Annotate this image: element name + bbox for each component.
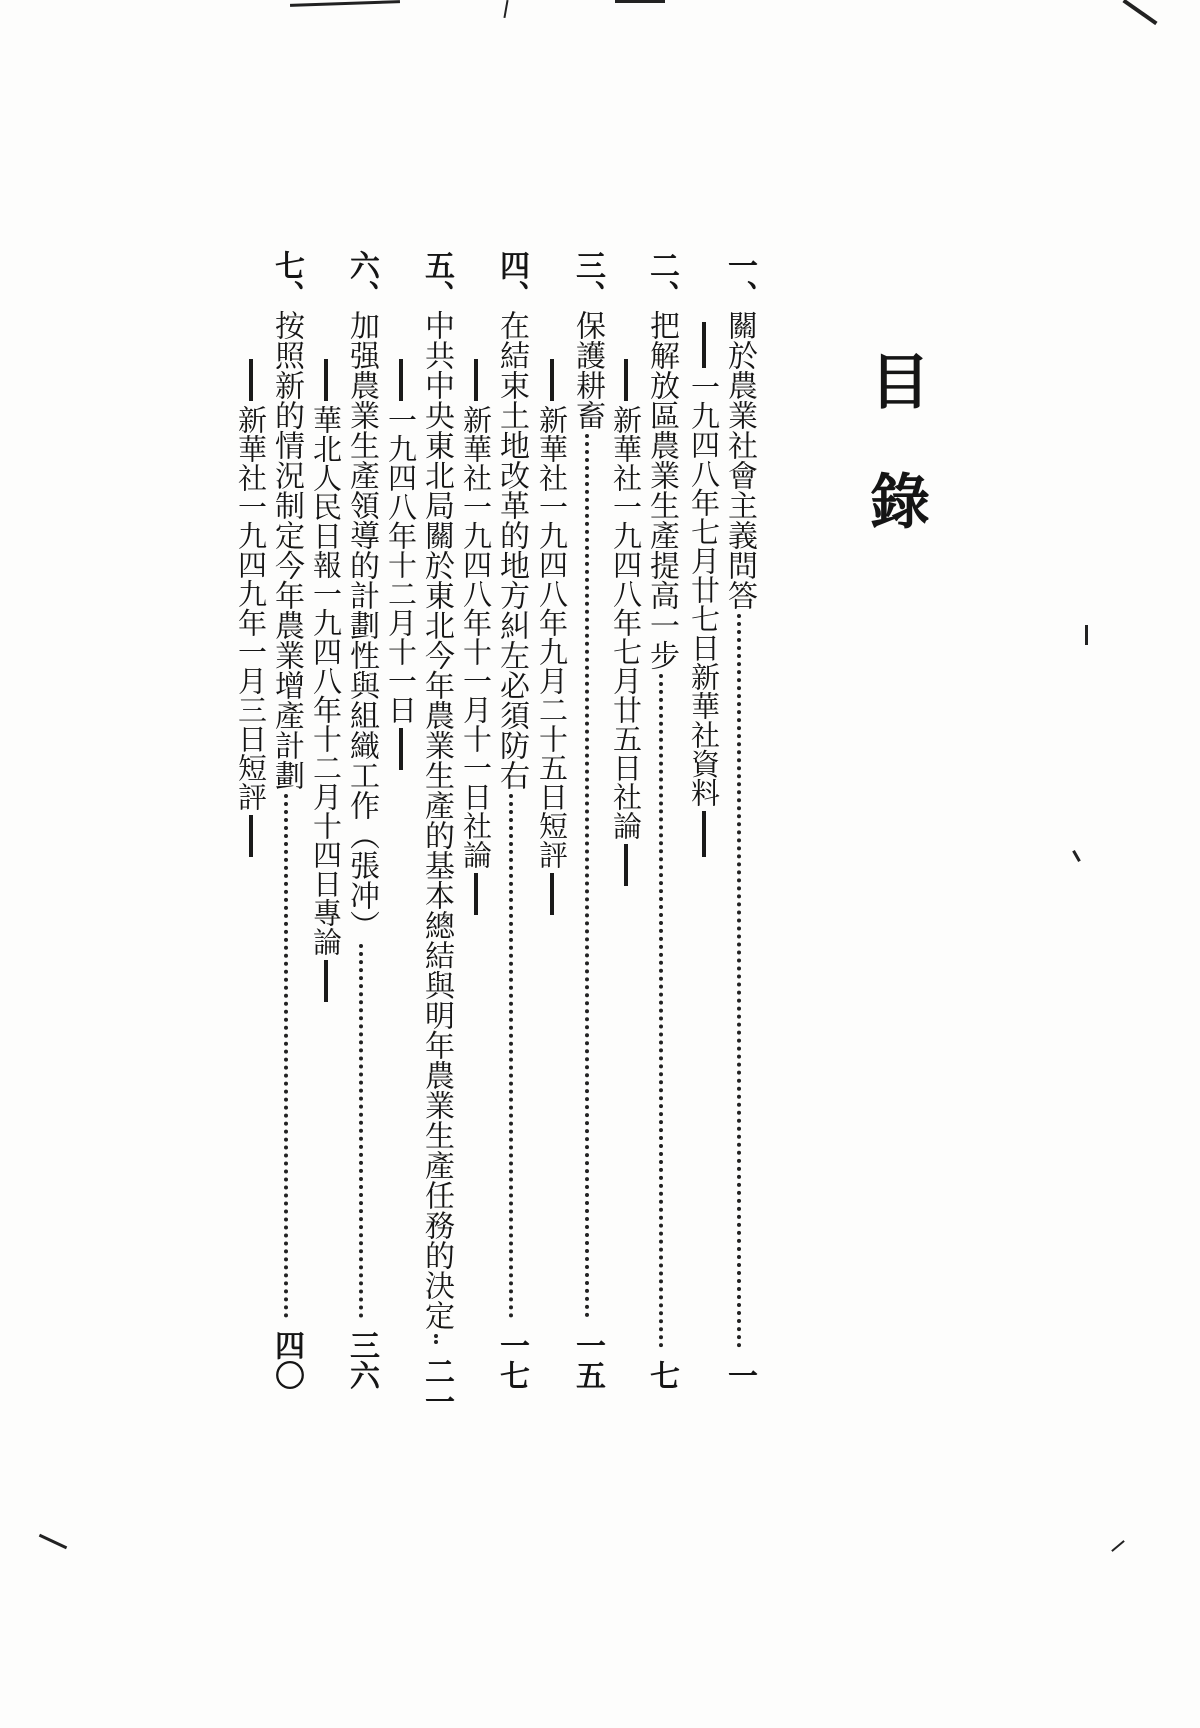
entry-source-7 xyxy=(230,355,272,861)
em-dash-close xyxy=(624,844,628,886)
entry-title: 在結束土地改革的地方糾左必須防右 xyxy=(494,310,529,790)
em-dash-open xyxy=(474,359,478,401)
dot-leader xyxy=(434,1334,438,1344)
scan-edge-mark xyxy=(290,0,400,7)
entry-number: 一、 xyxy=(722,250,757,310)
entry-source: 新華社一九四八年七月廿五日社論 xyxy=(609,405,643,840)
dot-leader xyxy=(509,794,513,1318)
em-dash-open xyxy=(702,322,706,368)
scan-edge-mark xyxy=(1122,0,1157,25)
em-dash-close xyxy=(324,960,328,1002)
entry-number: 四、 xyxy=(494,250,529,310)
entry-number: 六、 xyxy=(344,250,379,310)
em-dash-close xyxy=(702,811,706,857)
dot-leader xyxy=(659,674,663,1348)
entry-page-number: 三六 xyxy=(344,1330,379,1390)
entry-page-number: 四〇 xyxy=(269,1330,304,1390)
dot-leader xyxy=(284,794,288,1318)
em-dash-close xyxy=(550,873,554,915)
entry-source-4 xyxy=(455,355,497,919)
entry-page-number: 一七 xyxy=(494,1330,529,1390)
scan-edge-mark xyxy=(1085,625,1088,645)
em-dash-open xyxy=(249,359,253,401)
scan-edge-mark xyxy=(503,0,508,18)
entry-page-number: 一五 xyxy=(570,1330,605,1390)
entry-page-number: 二一 xyxy=(419,1356,454,1416)
entry-source-5 xyxy=(380,355,422,774)
entry-title: 加强農業生產領導的計劃性與組織工作（張冲） xyxy=(344,310,379,940)
entry-title: 按照新的情況制定今年農業增產計劃 xyxy=(269,310,304,790)
entry-source: 新華社一九四九年一月三日短評 xyxy=(234,405,268,811)
scan-edge-mark xyxy=(39,1534,67,1549)
entry-source: 新華社一九四八年十一月十一日社論 xyxy=(459,405,493,869)
em-dash-close xyxy=(249,815,253,857)
em-dash-close xyxy=(399,728,403,770)
em-dash-open xyxy=(624,359,628,401)
entry-title: 保護耕畜 xyxy=(570,310,605,430)
entry-number: 五、 xyxy=(419,250,454,310)
entry-title: 把解放區農業生產提高一步 xyxy=(644,310,679,670)
entry-source-2 xyxy=(605,355,647,890)
dot-leader xyxy=(585,434,589,1318)
page-title: 目錄 xyxy=(860,350,930,590)
entry-source: 新華社一九四八年九月二十五日短評 xyxy=(535,405,569,869)
scan-edge-mark xyxy=(1072,850,1081,862)
entry-number: 三、 xyxy=(570,250,605,310)
entry-page-number: 七 xyxy=(644,1360,679,1390)
dot-leader xyxy=(737,614,741,1348)
entry-source: 一九四八年七月廿七日新華社資料 xyxy=(687,372,721,807)
scan-edge-mark xyxy=(1111,1540,1125,1552)
em-dash-open xyxy=(324,359,328,401)
entry-source-1 xyxy=(683,318,725,861)
entry-title: 關於農業社會主義問答 xyxy=(722,310,757,610)
dot-leader xyxy=(359,944,363,1318)
em-dash-open xyxy=(399,359,403,401)
entry-number: 七、 xyxy=(269,250,304,310)
entry-source-6 xyxy=(305,355,347,1006)
entry-source: 華北人民日報一九四八年十二月十四日專論 xyxy=(309,405,343,956)
entry-source: 一九四八年十二月十一日 xyxy=(384,405,418,724)
entry-title: 中共中央東北局關於東北今年農業生產的基本總結與明年農業生產任務的決定 xyxy=(419,310,454,1330)
em-dash-close xyxy=(474,873,478,915)
entry-page-number: 一 xyxy=(722,1360,757,1390)
entry-source-3 xyxy=(531,355,573,919)
em-dash-open xyxy=(550,359,554,401)
scan-edge-mark xyxy=(615,0,665,3)
entry-number: 二、 xyxy=(644,250,679,310)
